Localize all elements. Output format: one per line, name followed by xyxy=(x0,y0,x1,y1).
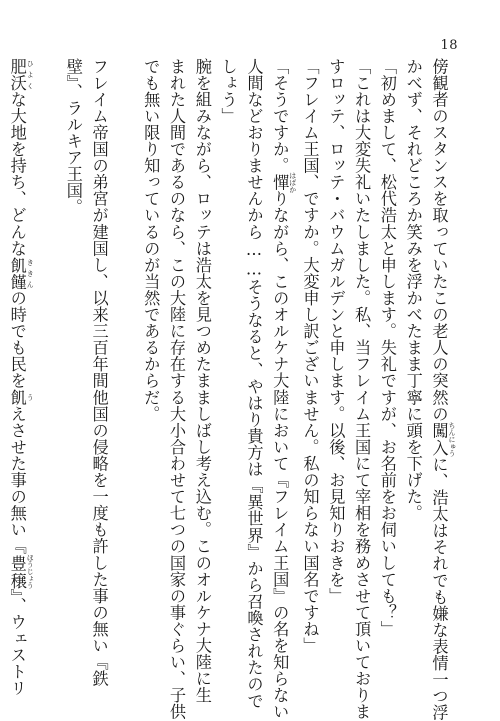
blank-line-2 xyxy=(34,58,60,660)
text-line-12: でも無い限り知っているのが当然であるからだ。 xyxy=(141,58,161,423)
ruby-hiyoku: 肥沃 ひよく xyxy=(7,58,35,92)
text-line-2: かべず、それどころか笑みを浮かべたまま丁寧に頭を下げた。 xyxy=(403,58,423,522)
ruby-u: 飢 う xyxy=(7,389,35,406)
text-line-1: 傍観者のスタンスを取っていたこの老人の突然の闖入 ちんにゅうに、浩太はそれでも嫌な表情一つ浮 xyxy=(429,58,456,721)
text-line-5: すロッテ、ロッテ・バウムガルデンと申します。以後、お見知りおきを」 xyxy=(326,58,346,605)
text-line-6: 「フレイム王国、ですか。大変申し訳ございません。私の知らない国名ですね」 xyxy=(300,58,320,654)
text-line-10: 腕を組みながら、ロッテは浩太を見つめたまましばし考え込む。このオルケナ大陸に生 xyxy=(192,58,212,704)
text-line-14: 壁』、ラルキア王国。 xyxy=(63,58,83,216)
ruby-houjou: 豊穣 ほうじょう xyxy=(7,554,35,590)
ruby-chinnyuu: 闖入 ちんにゅう xyxy=(429,421,456,457)
text-line-4: 「これは大変失礼いたしました。私、当フレイム王国にて宰相を務めさせて頂いておりま xyxy=(352,58,372,720)
text-line-7: 「そうですか。憚 はばかりながら、このオルケナ大陸において『フレイム王国』の名を知らない xyxy=(270,58,297,721)
text-line-8: 人間などおりませんから……そうなると、やはり貴方は『異世界』から召喚されたので xyxy=(244,58,264,710)
text-line-15: 肥沃 ひよくな大地を持ち、どんな飢饉 ききんの時でも民を飢 うえさせた事の無い『豊穣 ほうじょう』、ウェストリ xyxy=(7,58,35,697)
blank-line xyxy=(112,58,138,660)
ruby-habaka: 憚 はばか xyxy=(270,171,297,193)
ruby-kikin: 飢饉 ききん xyxy=(7,256,35,290)
page-number: 18 xyxy=(440,38,458,53)
text-line-13: フレイム帝国の弟宮が建国し、以来三百年間他国の侵略を一度も許した事の無い『鉄 xyxy=(89,58,109,687)
text-line-11: まれた人間であるのなら、この大陸に存在する大小合わせて七つの国家の事ぐらい、子供 xyxy=(167,58,187,720)
text-line-9: しょう」 xyxy=(218,58,238,125)
vertical-text-body xyxy=(4,58,456,721)
text-line-3: 「初めまして、松代浩太と申します。失礼ですが、お名前をお伺いしても？」 xyxy=(377,58,397,638)
